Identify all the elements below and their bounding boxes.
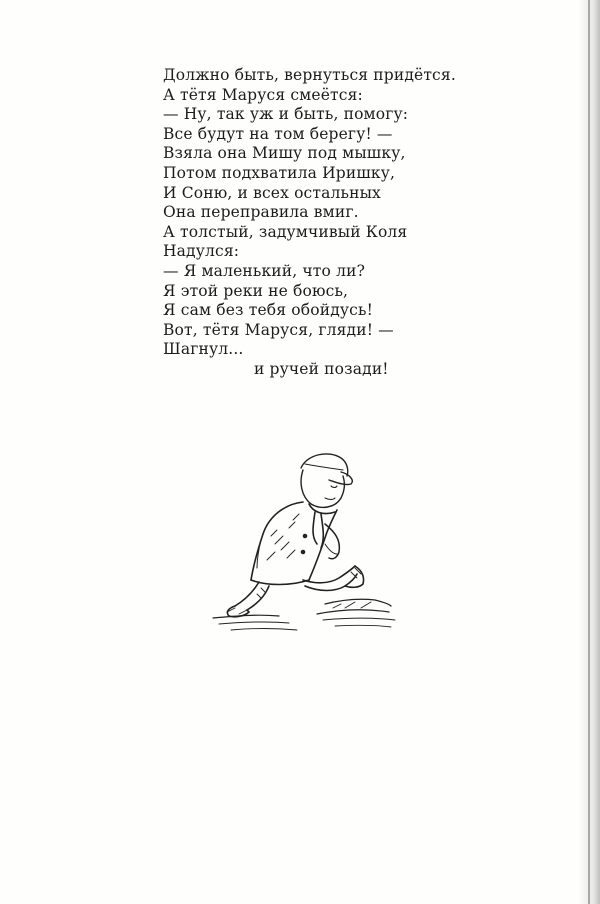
- poem-line: — Ну, так уж и быть, помогу:: [163, 105, 409, 124]
- poem-line: Взяла она Мишу под мышку,: [163, 144, 406, 163]
- poem-line: Потом подхватила Иришку,: [163, 163, 396, 182]
- poem-line-final: и ручей позади!: [254, 359, 389, 378]
- page-spine-edge: [588, 0, 590, 904]
- poem-line: А тётя Маруся смеётся:: [163, 85, 363, 104]
- poem-line: Все будут на том берегу! —: [163, 124, 393, 143]
- poem-line: И Соню, и всех остальных: [163, 183, 381, 202]
- poem-line: Вот, тётя Маруся, гляди! —: [163, 320, 394, 339]
- poem-line: Она переправила вмиг.: [163, 203, 359, 222]
- poem-line: Шагнул...: [163, 340, 244, 359]
- poem-line: Должно быть, вернуться придётся.: [163, 66, 456, 84]
- poem-line: Я этой реки не боюсь,: [163, 281, 349, 300]
- poem-line: А толстый, задумчивый Коля: [163, 222, 408, 241]
- poem-text: [163, 66, 543, 380]
- boy-stepping-illustration: [205, 440, 405, 640]
- poem-line: Я сам без тебя обойдусь!: [163, 301, 373, 320]
- poem-line: Надулся:: [163, 242, 240, 261]
- poem-line: — Я маленький, что ли?: [163, 261, 366, 280]
